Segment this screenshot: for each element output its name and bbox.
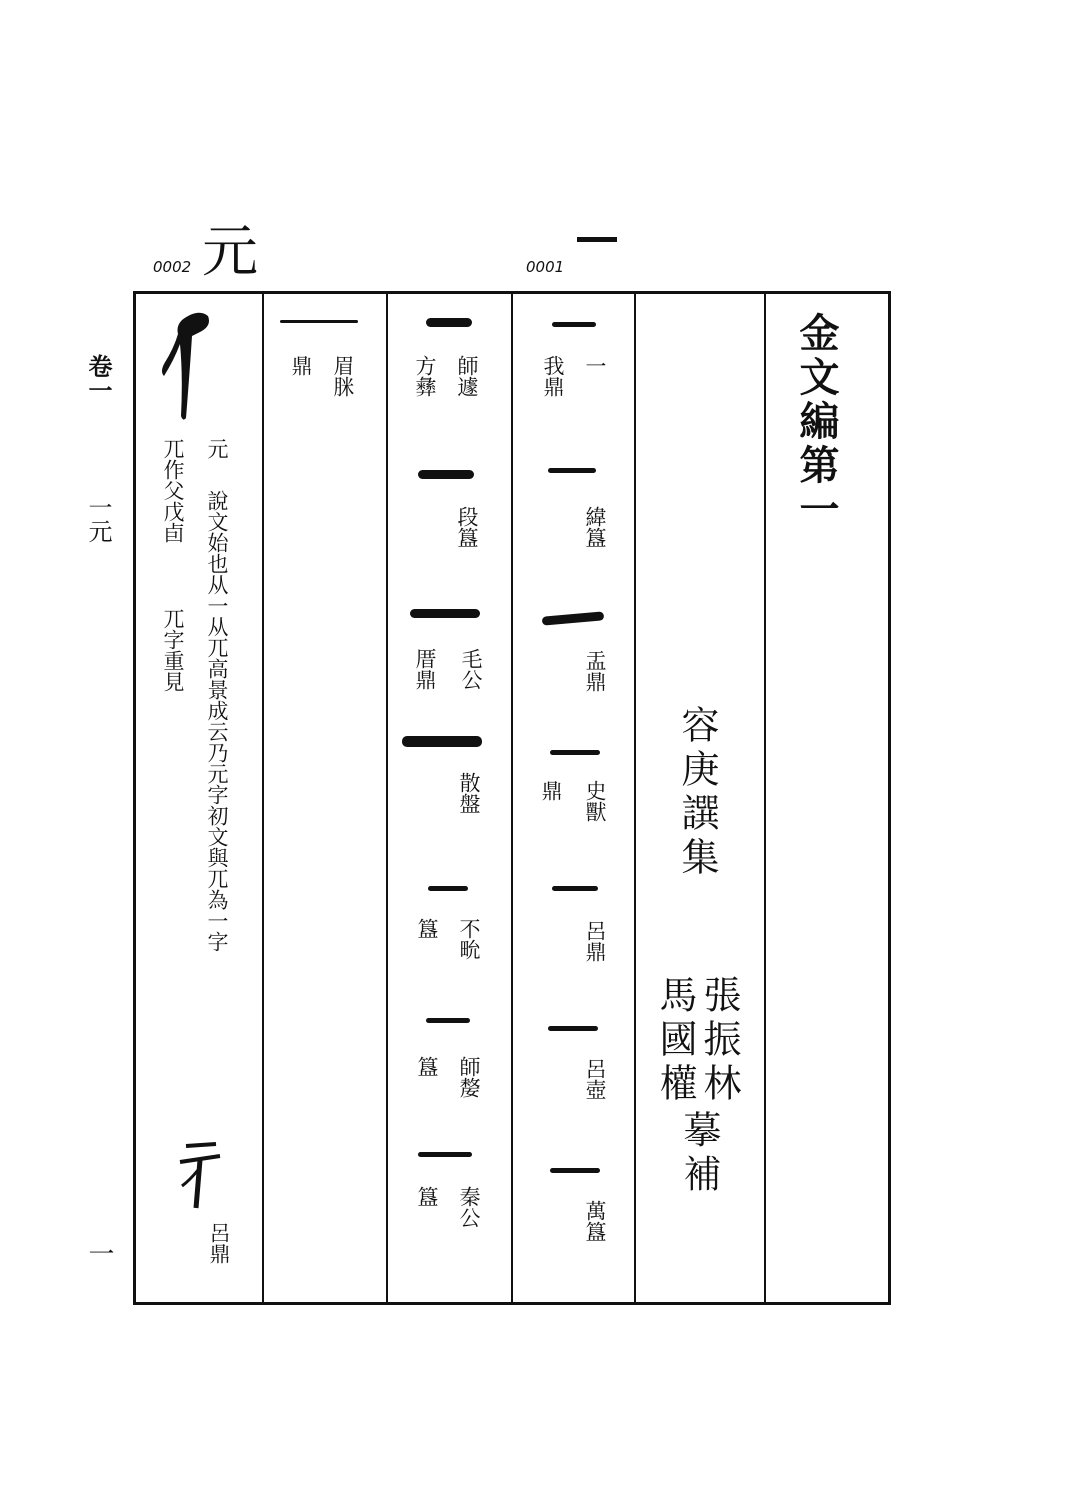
glyph-stroke bbox=[552, 886, 598, 891]
column-divider bbox=[386, 291, 388, 1305]
entry-heading: 一元 bbox=[84, 495, 112, 543]
glyph-stroke bbox=[428, 886, 468, 891]
glyph-stroke bbox=[280, 320, 358, 323]
source-label: 簋 bbox=[415, 1056, 439, 1077]
book-title: 金文編第一 bbox=[793, 312, 840, 532]
glyph-stroke bbox=[552, 322, 596, 327]
glyph-stroke bbox=[410, 609, 480, 618]
editor-1: 張振林 bbox=[697, 975, 741, 1107]
source-label: 史獸 bbox=[583, 780, 607, 822]
editor-2: 馬國權 bbox=[653, 975, 697, 1107]
source-label: 簋 bbox=[415, 1186, 439, 1207]
column-divider bbox=[764, 291, 766, 1305]
source-label: 盂鼎 bbox=[583, 650, 607, 692]
source-label: 簋 bbox=[415, 918, 439, 939]
yuan-sub-source: 兀作父戊卣 bbox=[161, 438, 185, 543]
source-label: 呂鼎 bbox=[583, 920, 607, 962]
glyph-stroke bbox=[550, 1168, 600, 1173]
source-label: 方彝 bbox=[413, 355, 437, 397]
glyph-stroke bbox=[426, 318, 472, 327]
source-label: 眉脒 bbox=[331, 355, 355, 397]
source-label: 我鼎 bbox=[541, 355, 565, 397]
page-number: 一 bbox=[84, 1240, 114, 1266]
source-label: 秦公 bbox=[457, 1186, 481, 1228]
glyph-stroke bbox=[418, 1152, 472, 1157]
yuan-head: 元 bbox=[205, 438, 229, 459]
entry-glyph-0001 bbox=[577, 237, 617, 242]
column-divider bbox=[511, 291, 513, 1305]
entry-glyph-0002: 元 bbox=[202, 220, 258, 285]
source-label: 鼎 bbox=[539, 780, 563, 801]
juan-heading: 卷一 bbox=[84, 354, 113, 402]
source-label: 萬簋 bbox=[583, 1200, 607, 1242]
glyph-stroke bbox=[548, 468, 596, 473]
glyph-stroke bbox=[426, 1018, 470, 1023]
column-divider bbox=[262, 291, 264, 1305]
source-label: 段簋 bbox=[455, 506, 479, 548]
glyph-stroke bbox=[402, 736, 482, 747]
source-label: 呂鼎 bbox=[207, 1222, 231, 1264]
column-divider bbox=[634, 291, 636, 1305]
source-label: 厝鼎 bbox=[413, 648, 437, 690]
source-label: 師嫠 bbox=[457, 1056, 481, 1098]
source-label: 緯簋 bbox=[583, 506, 607, 548]
source-label: 鼎 bbox=[289, 355, 313, 376]
source-label: 師遽 bbox=[455, 355, 479, 397]
entry-code-0002: 0002 bbox=[153, 258, 192, 276]
glyph-stroke bbox=[550, 750, 600, 755]
source-label: 一 bbox=[583, 355, 607, 376]
entry-code-0001: 0001 bbox=[526, 258, 565, 276]
yuan-bronze-glyph-2 bbox=[176, 1140, 228, 1212]
source-label: 呂壺 bbox=[583, 1058, 607, 1100]
yuan-explanation: 說文始也从一从兀高景成云乃元字初文與兀為一字 bbox=[205, 490, 229, 952]
source-label: 不㽙 bbox=[457, 918, 481, 960]
source-label: 毛公 bbox=[459, 648, 483, 690]
yuan-sub-note: 兀字重見 bbox=[161, 608, 185, 692]
author: 容庚譔集 bbox=[675, 705, 719, 881]
source-label: 散盤 bbox=[457, 772, 481, 814]
editor-role: 摹補 bbox=[677, 1110, 721, 1198]
yuan-bronze-glyph bbox=[150, 306, 220, 424]
glyph-stroke bbox=[418, 470, 474, 479]
glyph-stroke bbox=[548, 1026, 598, 1031]
